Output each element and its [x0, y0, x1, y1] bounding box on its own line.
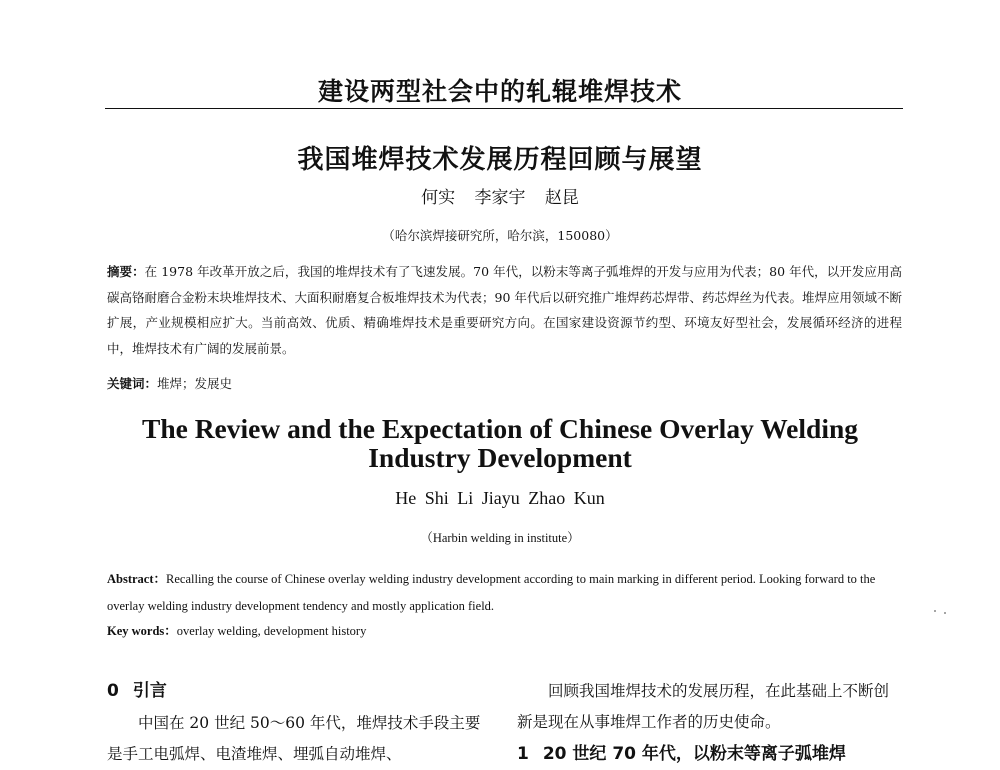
paper-title-en: The Review and the Expectation of Chinese Overlay Welding Industry Development [141, 413, 859, 473]
section-1-title: 20 世纪 70 年代，以粉末等离子弧堆焊 [542, 744, 846, 764]
right-paragraph: 回顾我国堆焊技术的发展历程，在此基础上不断创新是现在从事堆焊工作者的历史使命。 [517, 682, 890, 731]
abstract-en-label: Abstract： [107, 572, 167, 586]
scan-speck [944, 612, 946, 614]
keywords-en-label: Key words： [107, 624, 177, 638]
keywords-en [107, 621, 366, 639]
keywords-en-text: overlay welding, development history [176, 624, 367, 638]
abstract-cn-label: 摘要： [107, 264, 145, 279]
abstract-en-text: Recalling the course of Chinese overlay welding industry development according to main marking in different period. Looking forward to the overlay welding industry development tendency and mostly application field. [107, 572, 876, 613]
section-0-title: 引言 [132, 681, 167, 701]
abstract-cn [107, 259, 902, 361]
scan-speck [934, 610, 936, 612]
authors-cn: 何实 李家宇 赵昆 [421, 188, 579, 208]
abstract-en [107, 566, 907, 620]
left-paragraph: 中国在 20 世纪 50～60 年代，堆焊技术手段主要是手工电弧焊、电渣堆焊、埋弧自动堆焊、 [107, 714, 481, 763]
section-0-number: 0 [107, 681, 119, 701]
keywords-cn [107, 374, 232, 392]
paper-title-cn: 我国堆焊技术发展历程回顾与展望 [297, 145, 703, 175]
right-column [517, 676, 902, 738]
section-1-number: 1 [517, 744, 529, 764]
section-1-heading [517, 739, 846, 764]
header-rule [105, 108, 903, 109]
journal-column-title: 建设两型社会中的轧辊堆焊技术 [317, 77, 682, 106]
keywords-cn-label: 关键词： [107, 376, 158, 391]
keywords-cn-text: 堆焊；发展史 [157, 376, 233, 391]
abstract-cn-text: 在 1978 年改革开放之后，我国的堆焊技术有了飞速发展。70 年代，以粉末等离子弧堆焊的开发与应用为代表；80 年代，以开发应用高碳高铬耐磨合金粉末块堆焊技术、大面积耐磨复合板堆焊技术为代表；90 年代后以研究推广堆焊药芯焊带、药芯焊丝为代表。堆焊应用领域不断扩展，产业规模相应扩大。当前高效、优质、精确堆焊技术是重要研究方向。在国家建设资源节约型、环境友好型社会，发展循环经济的进程中，堆焊技术有广阔的发展前景。 [107, 264, 902, 356]
affiliation-en: （Harbin welding in institute） [420, 531, 580, 545]
authors-en: He Shi Li Jiayu Zhao Kun [395, 488, 605, 508]
left-column [107, 708, 487, 770]
section-0-heading [107, 676, 167, 701]
affiliation-cn: （哈尔滨焊接研究所，哈尔滨，150080） [382, 228, 618, 243]
